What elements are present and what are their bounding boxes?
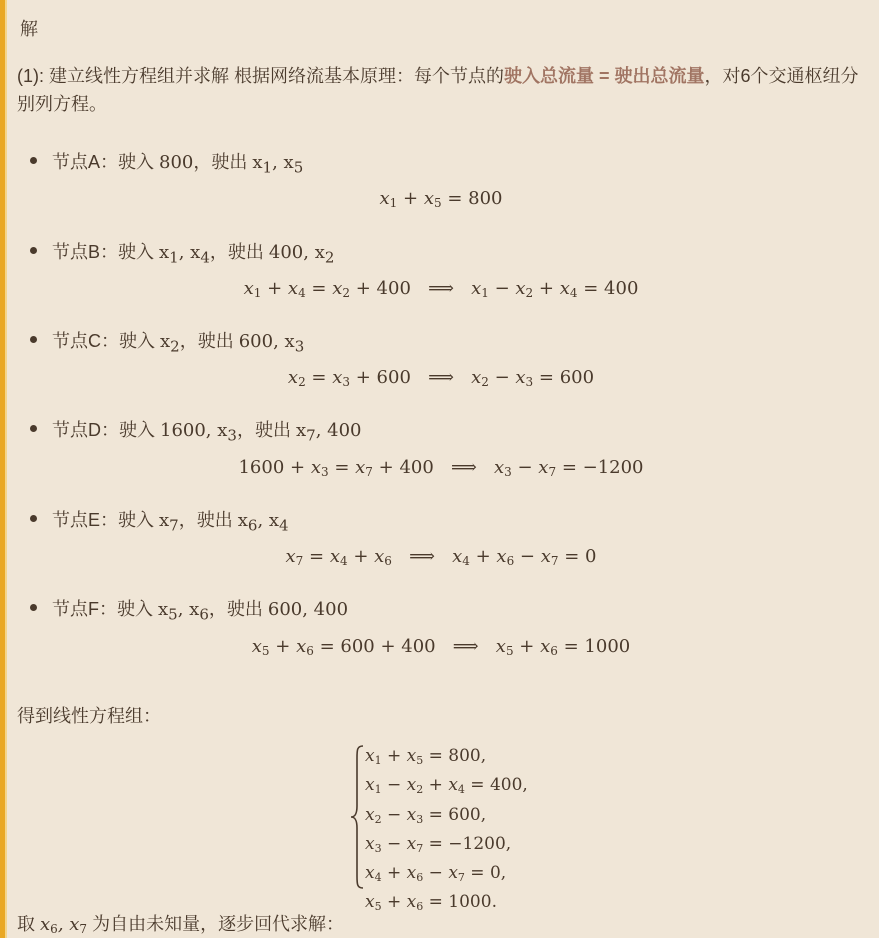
- system-equation-row: $x_1 + x_5 = 800$,: [365, 746, 487, 767]
- node-inflow: $x_1$, $x_4$: [159, 242, 210, 267]
- node-inflow: $x_5$, $x_6$: [158, 599, 209, 624]
- node-outflow: $x_6$, $x_4$: [237, 510, 289, 535]
- bullet-dot-icon: [30, 336, 37, 343]
- bullet-dot-icon: [30, 515, 37, 522]
- solution-heading: 解: [20, 19, 38, 39]
- node-equation: $x_7 = x_4 + x_6$ ⟹ $x_4 + x_6 - x_7 = 0$: [285, 546, 597, 568]
- node-equation: $x_5 + x_6 = 600 + 400$ ⟹ $x_5 + x_6 = 1000$: [251, 636, 631, 658]
- system-equation-row: $x_4 + x_6 - x_7 = 0$,: [365, 863, 507, 885]
- node-label: 节点E：驶入: [52, 510, 160, 530]
- system-equation-row: $x_3 - x_7 = -1200$,: [365, 833, 512, 855]
- system-equation-row: $x_5 + x_6 = 1000$.: [365, 892, 497, 914]
- node-label: 节点A：驶入: [52, 152, 160, 172]
- free-variables: $x_6$, $x_7$: [40, 914, 88, 936]
- system-equation-row: $x_2 - x_3 = 600$,: [365, 804, 487, 826]
- bullet-dot-icon: [30, 247, 37, 254]
- node-equation: $x_2 = x_3 + 600$ ⟹ $x_2 - x_3 = 600$: [287, 367, 595, 389]
- node-inflow: 800: [159, 152, 194, 173]
- intro-emphasis: 驶入总流量 = 驶出总流量: [504, 66, 705, 86]
- node-inflow: 1600, $x_3$: [160, 420, 237, 445]
- node-equation: $x_1 + x_4 = x_2 + 400$ ⟹ $x_1 - x_2 + x_4 = 400$: [243, 278, 639, 300]
- bullet-dot-icon: [30, 157, 37, 164]
- bullet-dot-icon: [30, 604, 37, 611]
- intro-prefix: (1): 建立线性方程组并求解 根据网络流基本原理：每个节点的: [17, 66, 504, 86]
- node-equation: $1600 + x_3 = x_7 + 400$ ⟹ $x_3 - x_7 = -1200$: [238, 457, 644, 479]
- node-mid: ，驶出: [179, 331, 239, 351]
- equation-system: [349, 744, 569, 914]
- node-equation: $x_1 + x_5 = 800$: [379, 188, 503, 210]
- system-label: 得到线性方程组：: [17, 706, 161, 726]
- node-mid: ，驶出: [178, 510, 238, 530]
- left-brace-icon: [349, 744, 365, 890]
- node-description: [52, 148, 303, 177]
- node-outflow: 600, $x_3$: [238, 331, 305, 356]
- node-mid: ，驶出: [208, 599, 268, 619]
- node-label: 节点F：驶入: [52, 599, 158, 619]
- node-description: [52, 595, 348, 624]
- final-line: [17, 910, 344, 936]
- final-prefix: 取: [17, 914, 41, 934]
- node-description: [52, 506, 289, 535]
- system-equation-row: $x_1 - x_2 + x_4 = 400$,: [365, 775, 528, 797]
- node-inflow: $x_2$: [160, 331, 180, 356]
- node-mid: ，驶出: [209, 242, 269, 262]
- node-mid: ，驶出: [193, 152, 253, 172]
- node-description: [52, 238, 334, 267]
- accent-bar-highlight: [5, 0, 7, 938]
- bullet-dot-icon: [30, 425, 37, 432]
- node-description: [52, 416, 362, 445]
- node-outflow: $x_7$, 400: [295, 420, 362, 445]
- final-suffix: 为自由未知量，逐步回代求解：: [87, 914, 345, 934]
- intro-paragraph: [17, 62, 867, 118]
- system-rows: [365, 744, 528, 920]
- node-mid: ，驶出: [236, 420, 296, 440]
- node-outflow: $x_1$, $x_5$: [252, 152, 304, 177]
- node-label: 节点C：驶入: [52, 331, 160, 351]
- node-description: [52, 327, 304, 356]
- node-outflow: 600, 400: [267, 599, 349, 620]
- node-label: 节点B：驶入: [52, 242, 160, 262]
- intro-suffix: ，对6个交通枢纽分别列方程。: [17, 66, 859, 114]
- node-outflow: 400, $x_2$: [268, 242, 335, 267]
- node-label: 节点D：驶入: [52, 420, 160, 440]
- node-inflow: $x_7$: [159, 510, 179, 535]
